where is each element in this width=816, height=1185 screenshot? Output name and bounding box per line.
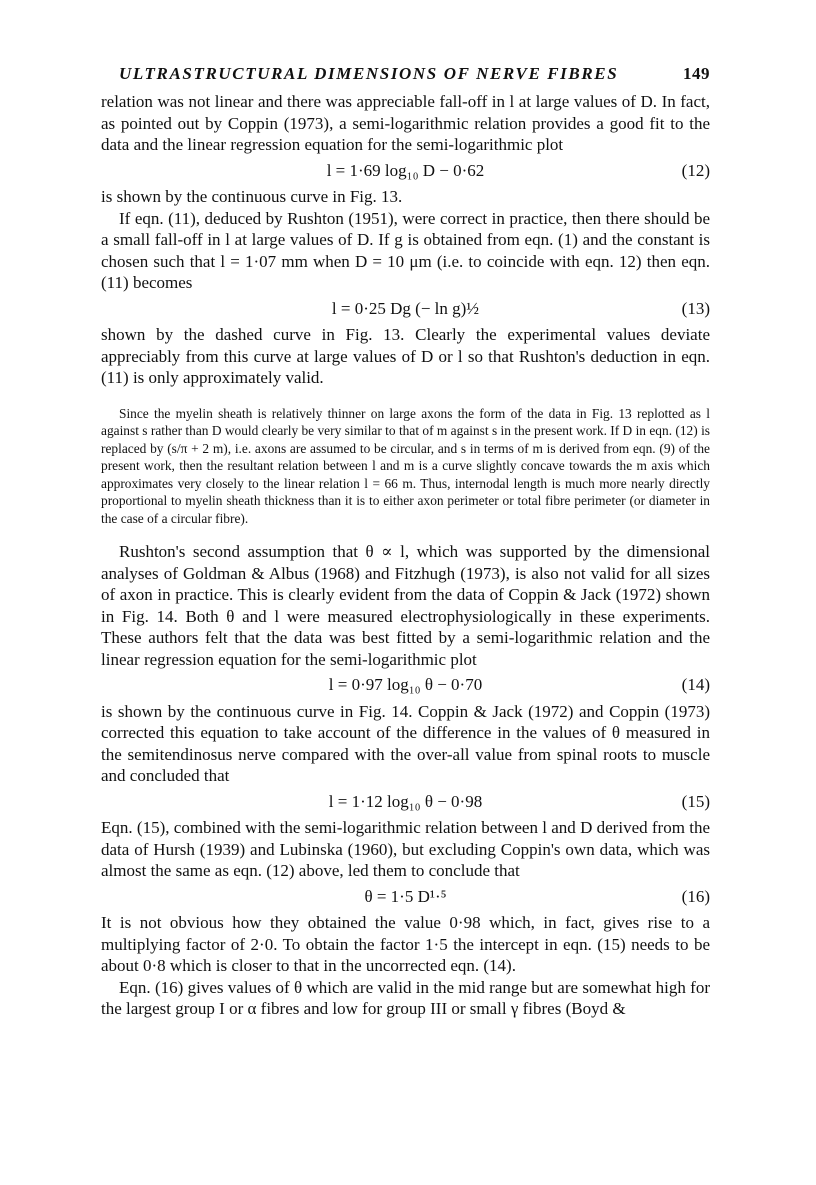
page bbox=[101, 64, 710, 1020]
paragraph-3: If eqn. (11), deduced by Rushton (1951), were correct in practice, then there should be a small fall-off in l at large values of D. If g is obtained from eqn. (1) and the constant is chosen such that l = 1·07 mm when D = 10 μm (i.e. to coincide with eqn. 12) then eqn. (11) becomes bbox=[101, 208, 710, 292]
running-header bbox=[101, 64, 710, 84]
paragraph-9: Eqn. (16) gives values of θ which are valid in the mid range but are somewhat high for the largest group I or α fibres and low for group III or small γ fibres (Boyd & bbox=[101, 977, 710, 1018]
equation-14-expression: l = 0·97 log₁₀ θ − 0·70 bbox=[328, 675, 483, 694]
note-text: Since the myelin sheath is relatively thinner on large axons the form of the data in Fig. 13 replotted as l against s rather than D would clearly be very similar to that of m against s in the present work. If D in eqn. (12) is replaced by (s/π + 2 m), i.e. axons are assumed to be circular, and s in terms of m is derived from eqn. (9) of the present work, then the resultant relation between l and m is a curve slightly concave towards the m axis which approximates very closely to the linear relation l = 66 m. Thus, internodal length is much more nearly directly proportional to myelin sheath thickness than it is to either axon perimeter or total fibre perimeter (or diameter in the case of a circular fibre). bbox=[101, 405, 710, 526]
equation-12-expression: l = 1·69 log₁₀ D − 0·62 bbox=[326, 160, 485, 180]
equation-16-expression: θ = 1·5 D¹·⁵ bbox=[364, 886, 447, 906]
small-print-note bbox=[101, 405, 710, 528]
paragraph-2: is shown by the continuous curve in Fig. 13. bbox=[101, 187, 403, 206]
equation-14-number: (14) bbox=[681, 675, 710, 694]
paragraph-7: Eqn. (15), combined with the semi-logarithmic relation between l and D derived from the data of Hursh (1939) and Lubinska (1960), but excluding Coppin's own data, which was almost the same as eqn. (12) above, led them to conclude that bbox=[101, 818, 710, 880]
equation-15-expression: l = 1·12 log₁₀ θ − 0·98 bbox=[328, 791, 483, 811]
equation-15-number: (15) bbox=[681, 791, 710, 811]
paragraph-6: is shown by the continuous curve in Fig. 14. Coppin & Jack (1972) and Coppin (1973) corrected this equation to take account of the difference in the values of θ measured in the semitendinosus nerve compared with the over-all value from spinal roots to muscle and concluded that bbox=[101, 701, 710, 785]
page-number: 149 bbox=[683, 64, 710, 83]
paragraph-8: It is not obvious how they obtained the value 0·98 which, in fact, gives rise to a multiplying factor of 2·0. To obtain the factor 1·5 the intercept in eqn. (15) needs to be about 0·8 which is closer to that in the uncorrected eqn. (14). bbox=[101, 913, 710, 975]
paragraph-1: relation was not linear and there was appreciable fall-off in l at large values of D. In fact, as pointed out by Coppin (1973), a semi-logarithmic relation provides a good fit to the data and the linear regression equation for the semi-logarithmic plot bbox=[101, 92, 710, 154]
equation-13 bbox=[101, 298, 710, 320]
equation-12-number: (12) bbox=[681, 160, 710, 180]
equation-15 bbox=[101, 791, 710, 813]
running-title: ULTRASTRUCTURAL DIMENSIONS OF NERVE FIBRES bbox=[119, 64, 619, 83]
equation-14 bbox=[101, 674, 710, 696]
paragraph-4: shown by the dashed curve in Fig. 13. Clearly the experimental values deviate appreciably from this curve at large values of D or l so that Rushton's deduction in eqn. (11) is only approximately valid. bbox=[101, 325, 710, 387]
paragraph-5: Rushton's second assumption that θ ∝ l, which was supported by the dimensional analyses of Goldman & Albus (1968) and Fitzhugh (1973), is also not valid for all sizes of axon in practice. This is clearly evident from the data of Coppin & Jack (1972) shown in Fig. 14. Both θ and l were measured electrophysiologically in these experiments. These authors felt that the data was best fitted by a semi-logarithmic relation and the linear regression equation for the semi-logarithmic plot bbox=[101, 542, 710, 669]
equation-16-number: (16) bbox=[681, 886, 710, 906]
equation-12 bbox=[101, 160, 710, 182]
equation-13-expression: l = 0·25 Dg (− ln g)½ bbox=[331, 298, 480, 318]
equation-16 bbox=[101, 886, 710, 908]
equation-13-number: (13) bbox=[681, 298, 710, 318]
